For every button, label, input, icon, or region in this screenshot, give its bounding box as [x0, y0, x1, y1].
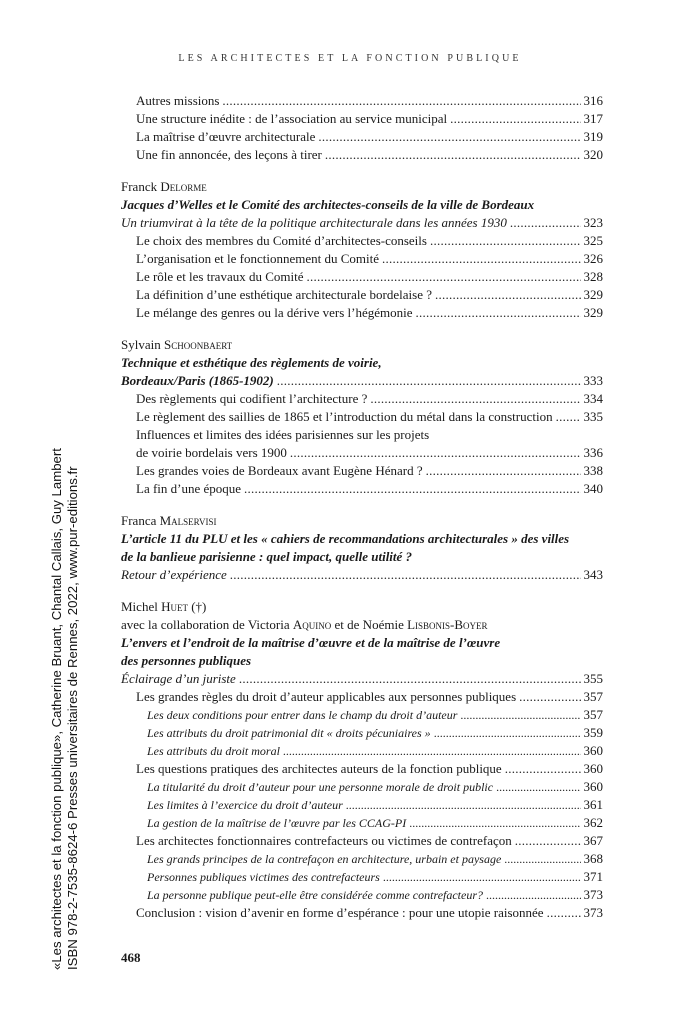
toc-subentry: Les attributs du droit patrimonial dit « droits pécuniaires » . . . 359 [121, 724, 603, 742]
toc-entry: Le mélange des genres ou la dérive vers l’hégémonie . . . 329 [121, 304, 603, 322]
toc-entry: Une structure inédite : de l’association au service municipal . . . 317 [121, 110, 603, 128]
toc-subentry: Les limites à l’exercice du droit d’auteur . . . 361 [121, 796, 603, 814]
collaborators: avec la collaboration de Victoria Aquino et de Noémie Lisbonis-Boyer [121, 617, 488, 632]
author-name: Michel Huet (†) [121, 599, 207, 614]
running-head: LES ARCHITECTES ET LA FONCTION PUBLIQUE [178, 53, 522, 64]
toc-entry: Autres missions . . . 316 [121, 92, 603, 110]
chapter-title: L’envers et l’endroit de la maîtrise d’œuvre et de la maîtrise de l’œuvre [121, 635, 501, 650]
chapter-title: Jacques d’Welles et le Comité des architectes-conseils de la ville de Bordeaux [121, 197, 535, 212]
toc-subentry: La personne publique peut-elle être considérée comme contrefacteur? . . . 373 [121, 886, 603, 904]
toc-entry: La maîtrise d’œuvre architecturale . . . 319 [121, 128, 603, 146]
toc-entry: Influences et limites des idées parisiennes sur les projets [136, 427, 430, 442]
copyright-side-note: «Les architectes et la fonction publique», Catherine Bruant, Chantal Callais, Guy Lambert ISBN 978-2-7535-8624-6 Presses universitaires de Rennes, 2022, www.pur-editions.fr [49, 448, 80, 970]
chapter-title: Bordeaux/Paris (1865-1902) . . . 333 [121, 372, 603, 390]
toc-entry: Des règlements qui codifient l’architecture ? . . . 334 [121, 390, 603, 408]
toc-entry: La définition d’une esthétique architecturale bordelaise ? . . . 329 [121, 286, 603, 304]
toc-entry: L’organisation et le fonctionnement du Comité . . . 326 [121, 250, 603, 268]
table-of-contents [121, 92, 603, 922]
author-name: Franca Malservisi [121, 513, 217, 528]
toc-subentry: La titularité du droit d’auteur pour une personne morale de droit public . . . 360 [121, 778, 603, 796]
toc-subentry: Les deux conditions pour entrer dans le champ du droit d’auteur . . . 357 [121, 706, 603, 724]
toc-entry: Les architectes fonctionnaires contrefacteurs ou victimes de contrefaçon . . . 367 [121, 832, 603, 850]
author-name: Sylvain Schoonbaert [121, 337, 233, 352]
toc-subentry: Personnes publiques victimes des contrefacteurs . . . 371 [121, 868, 603, 886]
toc-entry: de voirie bordelais vers 1900 . . . 336 [121, 444, 603, 462]
chapter-subtitle: Retour d’expérience . . . 343 [121, 566, 603, 584]
toc-entry: Le règlement des saillies de 1865 et l’introduction du métal dans la construction . . . 335 [121, 408, 603, 426]
chapter-title: Technique et esthétique des règlements de voirie, [121, 355, 382, 370]
chapter-title: L’article 11 du PLU et les « cahiers de recommandations architecturales » des villes [121, 531, 570, 546]
toc-entry: Les grandes voies de Bordeaux avant Eugène Hénard ? . . . 338 [121, 462, 603, 480]
toc-entry: Le rôle et les travaux du Comité . . . 328 [121, 268, 603, 286]
toc-entry: Conclusion : vision d’avenir en forme d’espérance : pour une utopie raisonnée . . . 373 [121, 904, 603, 922]
toc-subentry: La gestion de la maîtrise de l’œuvre par les CCAG-PI . . . 362 [121, 814, 603, 832]
chapter-title: des personnes publiques [121, 653, 252, 668]
toc-entry: Une fin annoncée, des leçons à tirer . . . 320 [121, 146, 603, 164]
chapter-subtitle: Éclairage d’un juriste . . . 355 [121, 670, 603, 688]
chapter-title: de la banlieue parisienne : quel impact, quelle utilité ? [121, 549, 413, 564]
toc-entry: Les questions pratiques des architectes auteurs de la fonction publique . . . 360 [121, 760, 603, 778]
toc-entry: La fin d’une époque . . . 340 [121, 480, 603, 498]
chapter-subtitle: Un triumvirat à la tête de la politique architecturale dans les années 1930 . . . 323 [121, 214, 603, 232]
toc-entry: Les grandes règles du droit d’auteur applicables aux personnes publiques . . . 357 [121, 688, 603, 706]
page-number: 468 [121, 950, 141, 965]
author-name: Franck Delorme [121, 179, 207, 194]
toc-subentry: Les grands principes de la contrefaçon en architecture, urbain et paysage . . . 368 [121, 850, 603, 868]
toc-entry: Le choix des membres du Comité d’architectes-conseils . . . 325 [121, 232, 603, 250]
toc-subentry: Les attributs du droit moral . . . 360 [121, 742, 603, 760]
